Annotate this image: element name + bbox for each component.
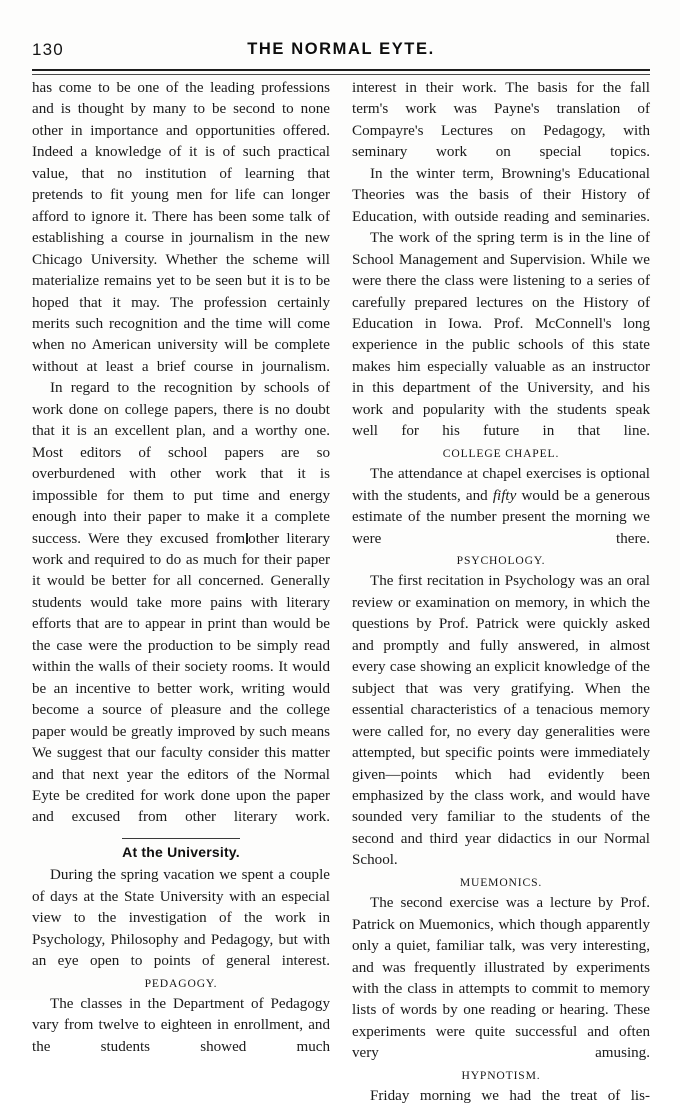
header-rule bbox=[32, 69, 650, 75]
paragraph-college-chapel bbox=[352, 464, 650, 550]
paragraph-spring-term: The work of the spring term is in the line of School Management and Supervision. While we were there the class were listening to a series of carefully prepared lectures on the History of Education in Iowa. Prof. McConnell's long experience in the public schools of this state makes him especially valuable as an instructor in this department of the University, and his work and popularity with the students speak well for his future in that line. bbox=[352, 230, 650, 440]
paragraph-pedagogy-continued: interest in their work. The basis for the fall term's work was Payne's translation of Compayre's Lectures on Pedagogy, with seminary work on special topics. bbox=[352, 80, 650, 161]
paragraph-journalism-continued: has come to be one of the leading professions and is thought by many to be second to none other in importance and opportunities offered. Indeed a knowledge of it is of such practical value, that no institution of learning that pretends to fit young men for life can longer afford to ignore it. There has been some talk of establishing a course in journalism in the new Chicago University. Whether the scheme will materialize remains yet to be seen but it is to be hoped that it may. The profession certainly merits such recognition and the time will come when no American university will be complete without at least a brief course in journalism. bbox=[32, 80, 330, 375]
subheading-hypnotism: HYPNOTISM. bbox=[461, 1068, 541, 1082]
italic-word-fifty: fifty bbox=[492, 487, 517, 504]
two-column-body bbox=[32, 78, 650, 1105]
subheading-college-chapel: COLLEGE CHAPEL. bbox=[442, 446, 560, 460]
page-number: 130 bbox=[32, 40, 64, 59]
subheading-pedagogy: PEDAGOGY. bbox=[144, 976, 218, 990]
section-divider-rule bbox=[122, 838, 240, 839]
right-column bbox=[352, 78, 650, 1105]
paragraph-college-papers-recognition bbox=[32, 378, 330, 829]
paragraph-text-before-artifact: In regard to the recognition by schools of work done on college papers, there is no doubt that it is an excellent plan, and a worthy one. Most editors of school papers are so overburdened with other work that it is impossible for them to put time and energy enough into their paper to make it a complete success. Were they excused from bbox=[32, 380, 330, 547]
paragraph-winter-term: In the winter term, Browning's Educational Theories was the basis of their History of Education, with outside reading and seminaries. bbox=[352, 165, 650, 225]
paragraph-pedagogy-enrollment: The classes in the Department of Pedagogy vary from twelve to eighteen in enrollment, and the students showed much bbox=[32, 996, 330, 1055]
subheading-psychology: PSYCHOLOGY. bbox=[456, 553, 546, 567]
chapel-text-after-italic: would be a generous estimate of the number present the morning we were there. bbox=[352, 487, 650, 547]
section-heading-at-the-university: At the University. bbox=[122, 843, 240, 860]
left-column bbox=[32, 78, 330, 1055]
paragraph-text-after-artifact: other literary work and required to do as much for their paper it would be better for all concerned. Generally students would take more pains with literary efforts that are to appear in print than would be the case were the production to be simply read within the walls of their society rooms. It would be an incentive to better work, writing would become a source of pleasure and the college paper would be greatly improved by such means We suggest that our faculty consider this matter and that next year the editors of the Normal Eyte be credited for work done upon the paper and excused from other literary work. bbox=[32, 530, 330, 826]
paragraph-psychology: The first recitation in Psychology was an oral review or examination on memory, in which the questions by Prof. Patrick were quickly asked and promptly and fully answered, in almost every case showing an explicit knowledge of the subject that was very gratifying. When the essential characteristics of a tenacious memory were called for, no every day generalities were attempted, but specific points were immediately given—points which had evidently been emphasized by the class work, and would have sounded very familiar to the students of the second and third year didactics in our Normal School. bbox=[352, 573, 650, 869]
chapel-text-before-italic: The attendance at chapel exercises is optional with the students, and bbox=[352, 466, 650, 504]
paragraph-spring-vacation-visit: During the spring vacation we spent a couple of days at the State University with an especial view to the investigation of the work in Psychology, Philosophy and Pedagogy, but with an eye open to points of general interest. bbox=[32, 867, 330, 970]
paragraph-hypnotism: Friday morning we had the treat of lis- bbox=[370, 1088, 650, 1105]
publication-title: THE NORMAL EYTE. bbox=[247, 40, 435, 58]
running-head bbox=[32, 40, 650, 64]
paragraph-muemonics: The second exercise was a lecture by Prof. Patrick on Muemonics, which though apparently only a quiet, familiar talk, was very interesting, and was frequently illustrated by experiments with the class in attempts to commit to memory lists of words by one reading or hearing. These experiments were quite successful and often very amusing. bbox=[352, 895, 650, 1062]
subheading-muemonics: MUEMONICS. bbox=[459, 875, 543, 889]
